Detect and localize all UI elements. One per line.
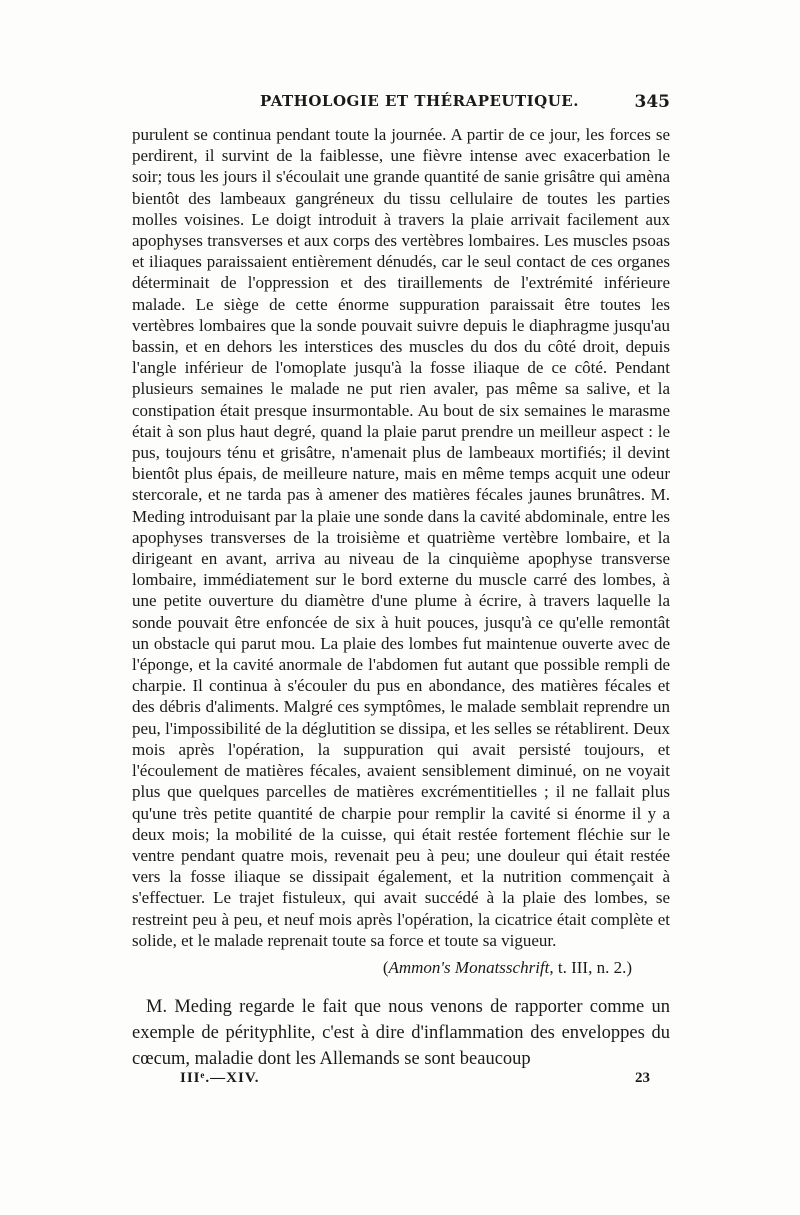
citation-reference: , t. III, n. 2.)	[549, 958, 632, 977]
page-number: 345	[634, 92, 670, 112]
page-footer	[150, 1070, 650, 1094]
source-citation	[132, 958, 632, 978]
printer-signature: IIIᵉ.—XIV.	[180, 1070, 260, 1086]
commentary-paragraph: M. Meding regarde le fait que nous venons de rapporter comme un exemple de pérityphlite, c'est à dire d'inflammation des enveloppes du cœcum, maladie dont les Allemands se sont beaucoup	[132, 997, 670, 1069]
case-report-paragraph: purulent se continua pendant toute la journée. A partir de ce jour, les forces se perdirent, il survint de la faiblesse, une fièvre intense avec exacerbation le soir; tous les jours il s'écoulait une grande quantité de sanie grisâtre qui amèna bientôt des lambeaux gangréneux du tissu cellulaire de toutes les parties molles voisines. Le doigt introduit à travers la plaie arrivait facilement aux apophyses transverses et aux corps des vertèbres lombaires. Les muscles psoas et iliaques paraissaient entièrement dénudés, car le seul contact de ces organes déterminait de l'oppression et des tiraillements de l'extrémité inférieure malade. Le siège de cette énorme suppuration paraissait être toutes les vertèbres lombaires que la sonde pouvait suivre depuis le diaphragme jusqu'au bassin, et en dehors les interstices des muscles du dos du côté droit, depuis l'angle inférieur de l'omoplate jusqu'à la fosse iliaque de ce côté. Pendant plusieurs semaines le malade ne put rien avaler, pas même sa salive, et la constipation était presque insurmontable. Au bout de six semaines le marasme était à son plus haut degré, quand la plaie parut prendre un meilleur aspect : le pus, toujours ténu et grisâtre, n'amenait plus de lambeaux mortifiés; il devint bientôt plus épais, de meilleure nature, mais en même temps acquit une odeur stercorale, et ne tarda pas à amener des matières fécales jaunes brunâtres. M. Meding introduisant par la plaie une sonde dans la cavité abdominale, entre les apophyses transverses de la troisième et quatrième vertèbre lombaire, et la dirigeant en avant, arriva au niveau de la cinquième apophyse transverse lombaire, immédiatement sur le bord externe du muscle carré des lombes, à une petite ouverture du diamètre d'une plume à écrire, à travers laquelle la sonde pouvait être enfoncée de six à huit pouces, jusqu'à ce qu'elle remontât un obstacle qui parut mou. La plaie des lombes fut maintenue ouverte avec de l'éponge, et la cavité anormale de l'abdomen fut autant que possible rempli de charpie. Il continua à s'écouler du pus en abondance, des matières fécales et des débris d'aliments. Malgré ces symptômes, le malade semblait reprendre un peu, l'impossibilité de la déglutition se dissipa, et les selles se rétablirent. Deux mois après l'opération, la suppuration qui avait persisté toujours, et l'écoulement de matières fécales, avaient sensiblement diminué, on ne voyait plus que quelques parcelles de matières excrémentitielles ; il ne fallait plus qu'une très petite quantité de charpie pour remplir la cavité si énorme il y a deux mois; la mobilité de la cuisse, qui était restée fortement fléchie sur le ventre pendant quatre mois, revenait peu à peu; une douleur qui était restée vers la fosse iliaque se dissipait également, et la nutrition commençait à s'effectuer. Le trajet fistuleux, qui avait succédé à la plaie des lombes, se restreint peu à peu, et neuf mois après l'opération, la cicatrice était complète et solide, et le malade reprenait toute sa force et toute sa vigueur.	[132, 125, 670, 950]
citation-open-paren: (	[382, 958, 389, 977]
running-head: PATHOLOGIE ET THÉRAPEUTIQUE.	[260, 92, 579, 110]
sheet-number: 23	[635, 1070, 650, 1086]
page-header	[130, 92, 670, 118]
citation-journal: Ammon's Monatsschrift	[388, 958, 550, 977]
